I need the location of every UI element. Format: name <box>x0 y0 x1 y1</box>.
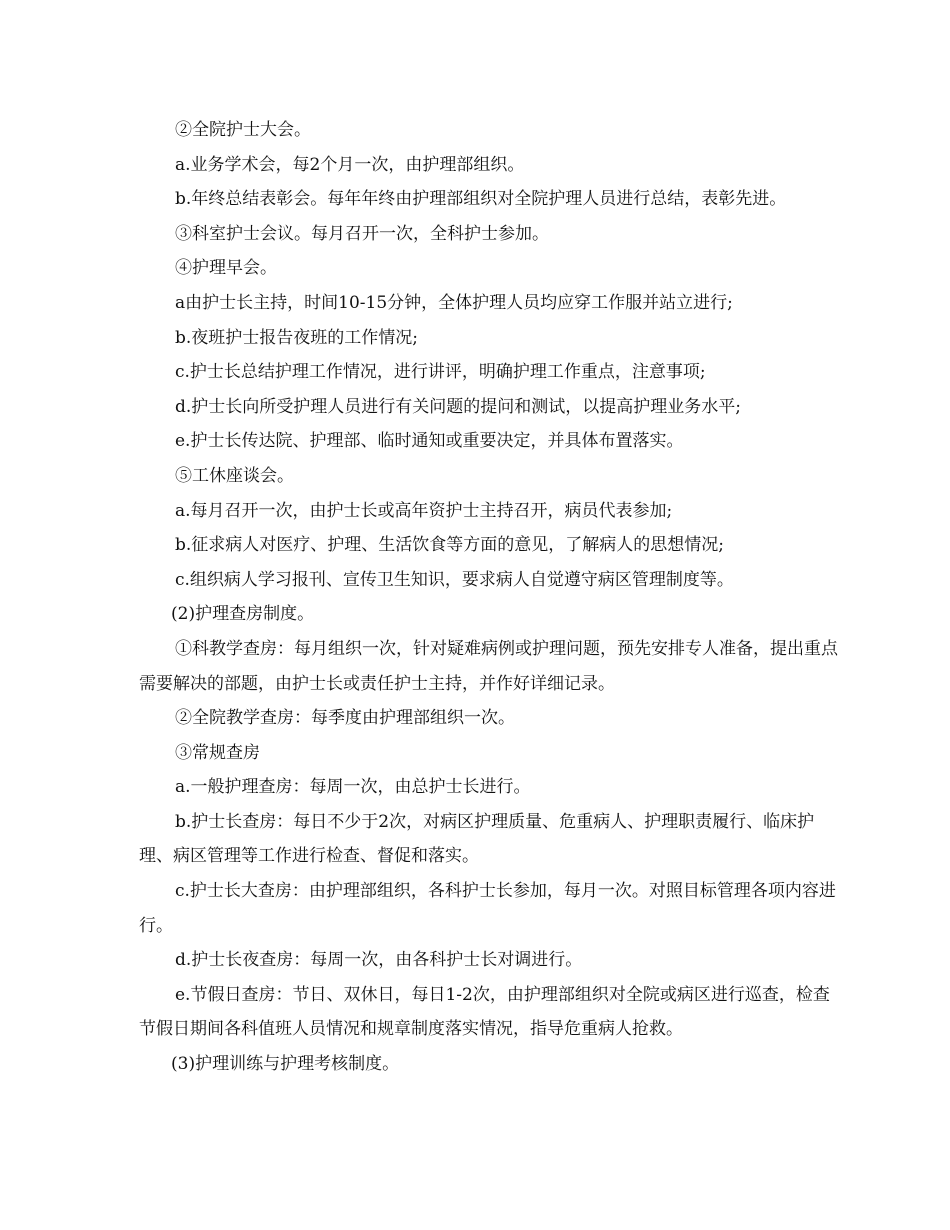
paragraph: e.节假日查房：节日、双休日，每日1-2次，由护理部组织对全院或病区进行巡查，检查节假日期间各科值班人员情况和规章制度落实情况，指导危重病人抢救。 <box>139 984 830 1040</box>
paragraph: d.护士长夜查房：每周一次，由各科护士长对调进行。 <box>175 950 583 971</box>
paragraph: ③科室护士会议。每月召开一次，全科护士参加。 <box>175 223 549 244</box>
paragraph: b.夜班护士报告夜班的工作情况; <box>175 327 419 348</box>
section-heading: (2)护理查房制度。 <box>171 604 315 625</box>
paragraph: ③常规查房 <box>175 742 260 763</box>
paragraph: b.护士长查房：每日不少于2次，对病区护理质量、危重病人、护理职责履行、临床护理、病区管理等工作进行检查、督促和落实。 <box>139 811 815 867</box>
paragraph: ⑤工休座谈会。 <box>175 465 294 486</box>
section-heading: (3)护理训练与护理考核制度。 <box>171 1054 400 1075</box>
paragraph: a.一般护理查房：每周一次，由总护士长进行。 <box>175 777 531 798</box>
paragraph: e.护士长传达院、护理部、临时通知或重要决定，并具体布置落实。 <box>175 431 684 452</box>
paragraph: ①科教学查房：每月组织一次，针对疑难病例或护理问题，预先安排专人准备，提出重点需要解决的部题，由护士长或责任护士主持，并作好详细记录。 <box>139 638 838 694</box>
paragraph: b.征求病人对医疗、护理、生活饮食等方面的意见，了解病人的思想情况; <box>175 535 725 556</box>
paragraph: ②全院护士大会。 <box>175 120 311 140</box>
paragraph: ②全院教学查房：每季度由护理部组织一次。 <box>175 708 515 729</box>
paragraph: c.组织病人学习报刊、宣传卫生知识，要求病人自觉遵守病区管理制度等。 <box>175 569 734 590</box>
paragraph: a.业务学术会，每2个月一次，由护理部组织。 <box>175 154 525 175</box>
paragraph: ④护理早会。 <box>175 258 277 279</box>
document-body <box>139 113 839 1082</box>
paragraph: d.护士长向所受护理人员进行有关问题的提问和测试，以提高护理业务水平; <box>175 396 742 417</box>
paragraph: b.年终总结表彰会。每年年终由护理部组织对全院护理人员进行总结，表彰先进。 <box>175 189 787 210</box>
paragraph: a由护士长主持，时间10-15分钟，全体护理人员均应穿工作服并站立进行; <box>175 292 733 313</box>
paragraph: c.护士长总结护理工作情况，进行讲评，明确护理工作重点，注意事项; <box>175 362 706 383</box>
paragraph: a.每月召开一次，由护士长或高年资护士主持召开，病员代表参加; <box>175 500 673 521</box>
paragraph: c.护士长大查房：由护理部组织，各科护士长参加，每月一次。对照目标管理各项内容进行。 <box>139 881 836 936</box>
